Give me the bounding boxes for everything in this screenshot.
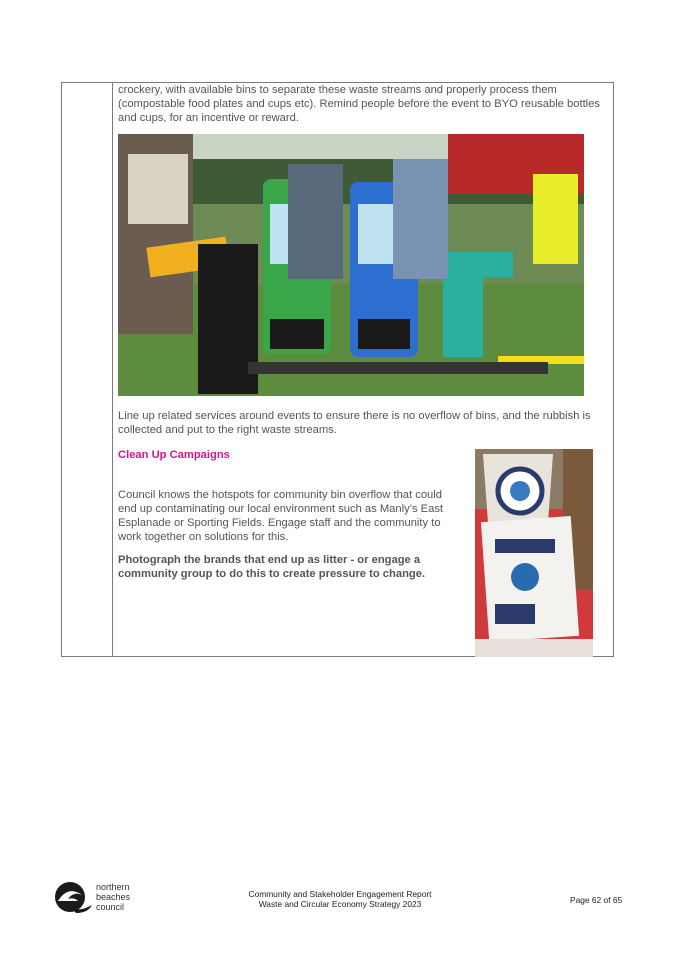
paragraph-services: Line up related services around events to ensure there is no overflow of bins, and the rubbish is collected and put to the right waste streams. [118,410,591,436]
report-title: Community and Stakeholder Engagement Report [248,889,432,899]
logo-line-council: council [96,902,125,912]
logo-wordmark [96,882,130,912]
column-divider [112,83,113,656]
coffee-cup-photo [475,449,593,657]
event-bins-photo [118,134,584,396]
northern-beaches-logo-icon [52,877,94,917]
page-number: Page 62 of 65 [570,895,623,905]
logo-line-beaches: beaches [96,892,131,902]
section-heading: Clean Up Campaigns [118,449,230,461]
paragraph-byo: crockery, with available bins to separate these waste streams and properly process them (compostable food plates and cups etc). Remind people before the event to BYO reusable bottles and cups, for an incentive or reward. [118,84,600,124]
footer-title [210,889,470,909]
strategy-title: Waste and Circular Economy Strategy 2023 [258,899,422,909]
council-logo [52,877,152,917]
content-table [61,82,614,657]
paragraph-hotspots: Council knows the hotspots for community bin overflow that could end up contaminating our local environment such as Manly’s East Esplanade or Sporting Fields. Engage staff and the community to work together on solutions for this. [118,489,444,543]
logo-line-northern: northern [96,882,130,892]
paragraph-photograph: Photograph the brands that end up as litter - or engage a community group to do this to create pressure to change. [118,554,426,580]
